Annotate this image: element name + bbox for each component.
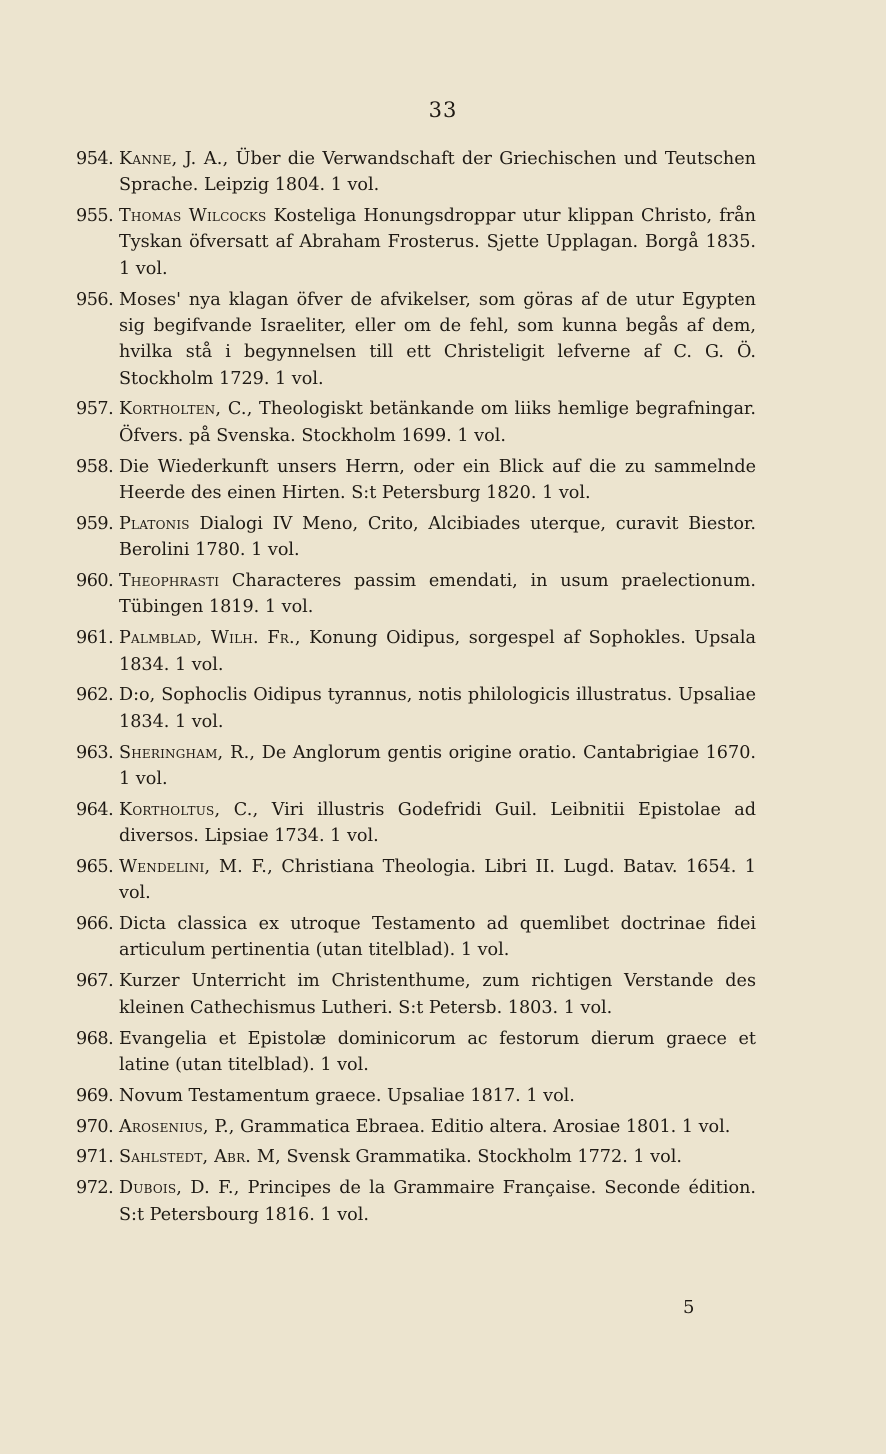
entry-text — [119, 511, 756, 564]
entry-text — [119, 625, 756, 678]
catalog-entry — [76, 511, 756, 564]
entry-number: 959. — [76, 513, 114, 534]
entry-number: 955. — [76, 206, 114, 227]
entry-number: 964. — [76, 799, 114, 820]
entry-number: 969. — [76, 1085, 114, 1106]
entry-text — [119, 1175, 756, 1228]
entry-author: Platonis — [119, 513, 190, 534]
entry-text — [119, 968, 756, 1021]
entry-author: Sahlstedt, Abr. M, — [119, 1147, 281, 1168]
entry-title: Christiana Theologia. Libri II. Lugd. Batav. 1654. 1 vol. — [119, 856, 756, 904]
catalog-entry — [76, 1083, 756, 1109]
entry-title: Dialogi IV Meno, Crito, Alcibiades uterque, curavit Biestor. Berolini 1780. 1 vol. — [119, 513, 756, 561]
page-number: 33 — [428, 98, 458, 122]
entry-author: Theophrasti — [119, 571, 220, 592]
entry-text — [119, 797, 756, 850]
entry-number: 968. — [76, 1028, 114, 1049]
entry-number: 965. — [76, 856, 114, 877]
entry-text — [119, 682, 756, 735]
catalog-entries — [76, 146, 756, 1233]
catalog-entry — [76, 396, 756, 449]
entry-author: Palmblad, Wilh. Fr., — [119, 628, 301, 649]
catalog-entry — [76, 1026, 756, 1079]
entry-author: Wendelini, M. F., — [119, 856, 273, 877]
entry-title: Konung Oidipus, sorgespel af Sophokles. Upsala 1834. 1 vol. — [119, 628, 756, 675]
entry-title: Evangelia et Epistolæ dominicorum ac festorum dierum graece et latine (utan titelblad). 1 vol. — [119, 1028, 756, 1075]
entry-title: Kosteliga Honungsdroppar utur klippan Christo, från Tyskan öfversatt af Abraham Frosterus. Sjette Upplagan. Borgå 1835. 1 vol. — [119, 206, 756, 279]
entry-title: Principes de la Grammaire Française. Seconde édition. S:t Petersbourg 1816. 1 vol. — [119, 1178, 756, 1225]
entry-text — [119, 454, 756, 507]
catalog-entry — [76, 625, 756, 678]
entry-text — [119, 911, 756, 964]
entry-title: Die Wiederkunft unsers Herrn, oder ein Blick auf die zu sammelnde Heerde des einen Hirten. S:t Petersburg 1820. 1 vol. — [119, 456, 756, 503]
catalog-entry — [76, 797, 756, 850]
entry-title: Moses' nya klagan öfver de afvikelser, som göras af de utur Egypten sig begifvande Israeliter, eller om de fehl, som kunna begås af dem, hvilka stå i begynnelsen till ett Christeligit lefverne af C. G. Ö. Stockholm 1729. 1 vol. — [119, 289, 756, 389]
entry-title: Novum Testamentum graece. Upsaliae 1817. 1 vol. — [119, 1085, 575, 1106]
catalog-entry — [76, 854, 756, 907]
entry-author: Kortholten, C., — [119, 399, 253, 420]
entry-text — [119, 854, 756, 907]
entry-author: Arosenius, P., — [119, 1116, 235, 1137]
entry-number: 960. — [76, 571, 114, 592]
entry-number: 958. — [76, 456, 114, 477]
entry-text — [119, 203, 756, 282]
entry-title: Dicta classica ex utroque Testamento ad quemlibet doctrinae fidei articulum pertinentia (utan titelblad). 1 vol. — [119, 914, 756, 961]
entry-title: Kurzer Unterricht im Christenthume, zum richtigen Verstande des kleinen Cathechismus Lutheri. S:t Petersb. 1803. 1 vol. — [119, 971, 756, 1018]
entry-text — [119, 396, 756, 449]
catalog-entry — [76, 968, 756, 1021]
entry-title: Theologiskt betänkande om liiks hemlige begrafningar. Öfvers. på Svenska. Stockholm 1699. 1 vol. — [119, 399, 757, 446]
entry-title: Grammatica Ebraea. Editio altera. Arosiae 1801. 1 vol. — [234, 1116, 731, 1137]
catalog-entry — [76, 682, 756, 735]
entry-text — [119, 740, 756, 793]
entry-number: 971. — [76, 1147, 114, 1168]
entry-number: 957. — [76, 399, 114, 420]
catalog-entry — [76, 1175, 756, 1228]
entry-title: Svensk Grammatika. Stockholm 1772. 1 vol. — [280, 1147, 682, 1168]
entry-number: 962. — [76, 685, 114, 706]
entry-text — [119, 1114, 756, 1140]
signature-mark: 5 — [683, 1297, 695, 1318]
catalog-entry — [76, 911, 756, 964]
catalog-entry — [76, 146, 756, 199]
entry-author: Thomas Wilcocks — [119, 206, 267, 227]
catalog-entry — [76, 454, 756, 507]
entry-title: D:o, Sophoclis Oidipus tyrannus, notis philologicis illustratus. Upsaliae 1834. 1 vol. — [119, 685, 756, 732]
entry-text — [119, 146, 756, 199]
entry-title: De Anglorum gentis origine oratio. Cantabrigiae 1670. 1 vol. — [119, 742, 756, 789]
entry-number: 972. — [76, 1178, 114, 1199]
entry-number: 970. — [76, 1116, 114, 1137]
catalog-entry — [76, 740, 756, 793]
entry-author: Kanne, J. A., — [119, 149, 229, 169]
entry-text — [119, 1144, 756, 1170]
catalog-entry — [76, 568, 756, 621]
entry-text — [119, 287, 756, 392]
catalog-entry — [76, 1144, 756, 1170]
entry-title: Characteres passim emendati, in usum praelectionum. Tübingen 1819. 1 vol. — [119, 571, 756, 618]
entry-number: 956. — [76, 289, 114, 310]
catalog-entry — [76, 287, 756, 392]
entry-author: Sheringham, R., — [119, 742, 256, 763]
catalog-entry — [76, 1114, 756, 1140]
entry-author: Dubois, D. F., — [119, 1178, 240, 1199]
entry-number: 966. — [76, 914, 114, 935]
entry-author: Kortholtus, C., — [119, 799, 259, 820]
entry-text — [119, 1083, 756, 1109]
entry-number: 967. — [76, 971, 114, 992]
entry-number: 961. — [76, 628, 114, 649]
entry-title: Über die Verwandschaft der Griechischen und Teutschen Sprache. Leipzig 1804. 1 vol. — [119, 149, 756, 196]
entry-number: 954. — [76, 149, 114, 169]
entry-text — [119, 568, 756, 621]
entry-number: 963. — [76, 742, 114, 763]
entry-text — [119, 1026, 756, 1079]
catalog-entry — [76, 203, 756, 282]
entry-title: Viri illustris Godefridi Guil. Leibnitii Epistolae ad diversos. Lipsiae 1734. 1 vol. — [119, 799, 756, 847]
